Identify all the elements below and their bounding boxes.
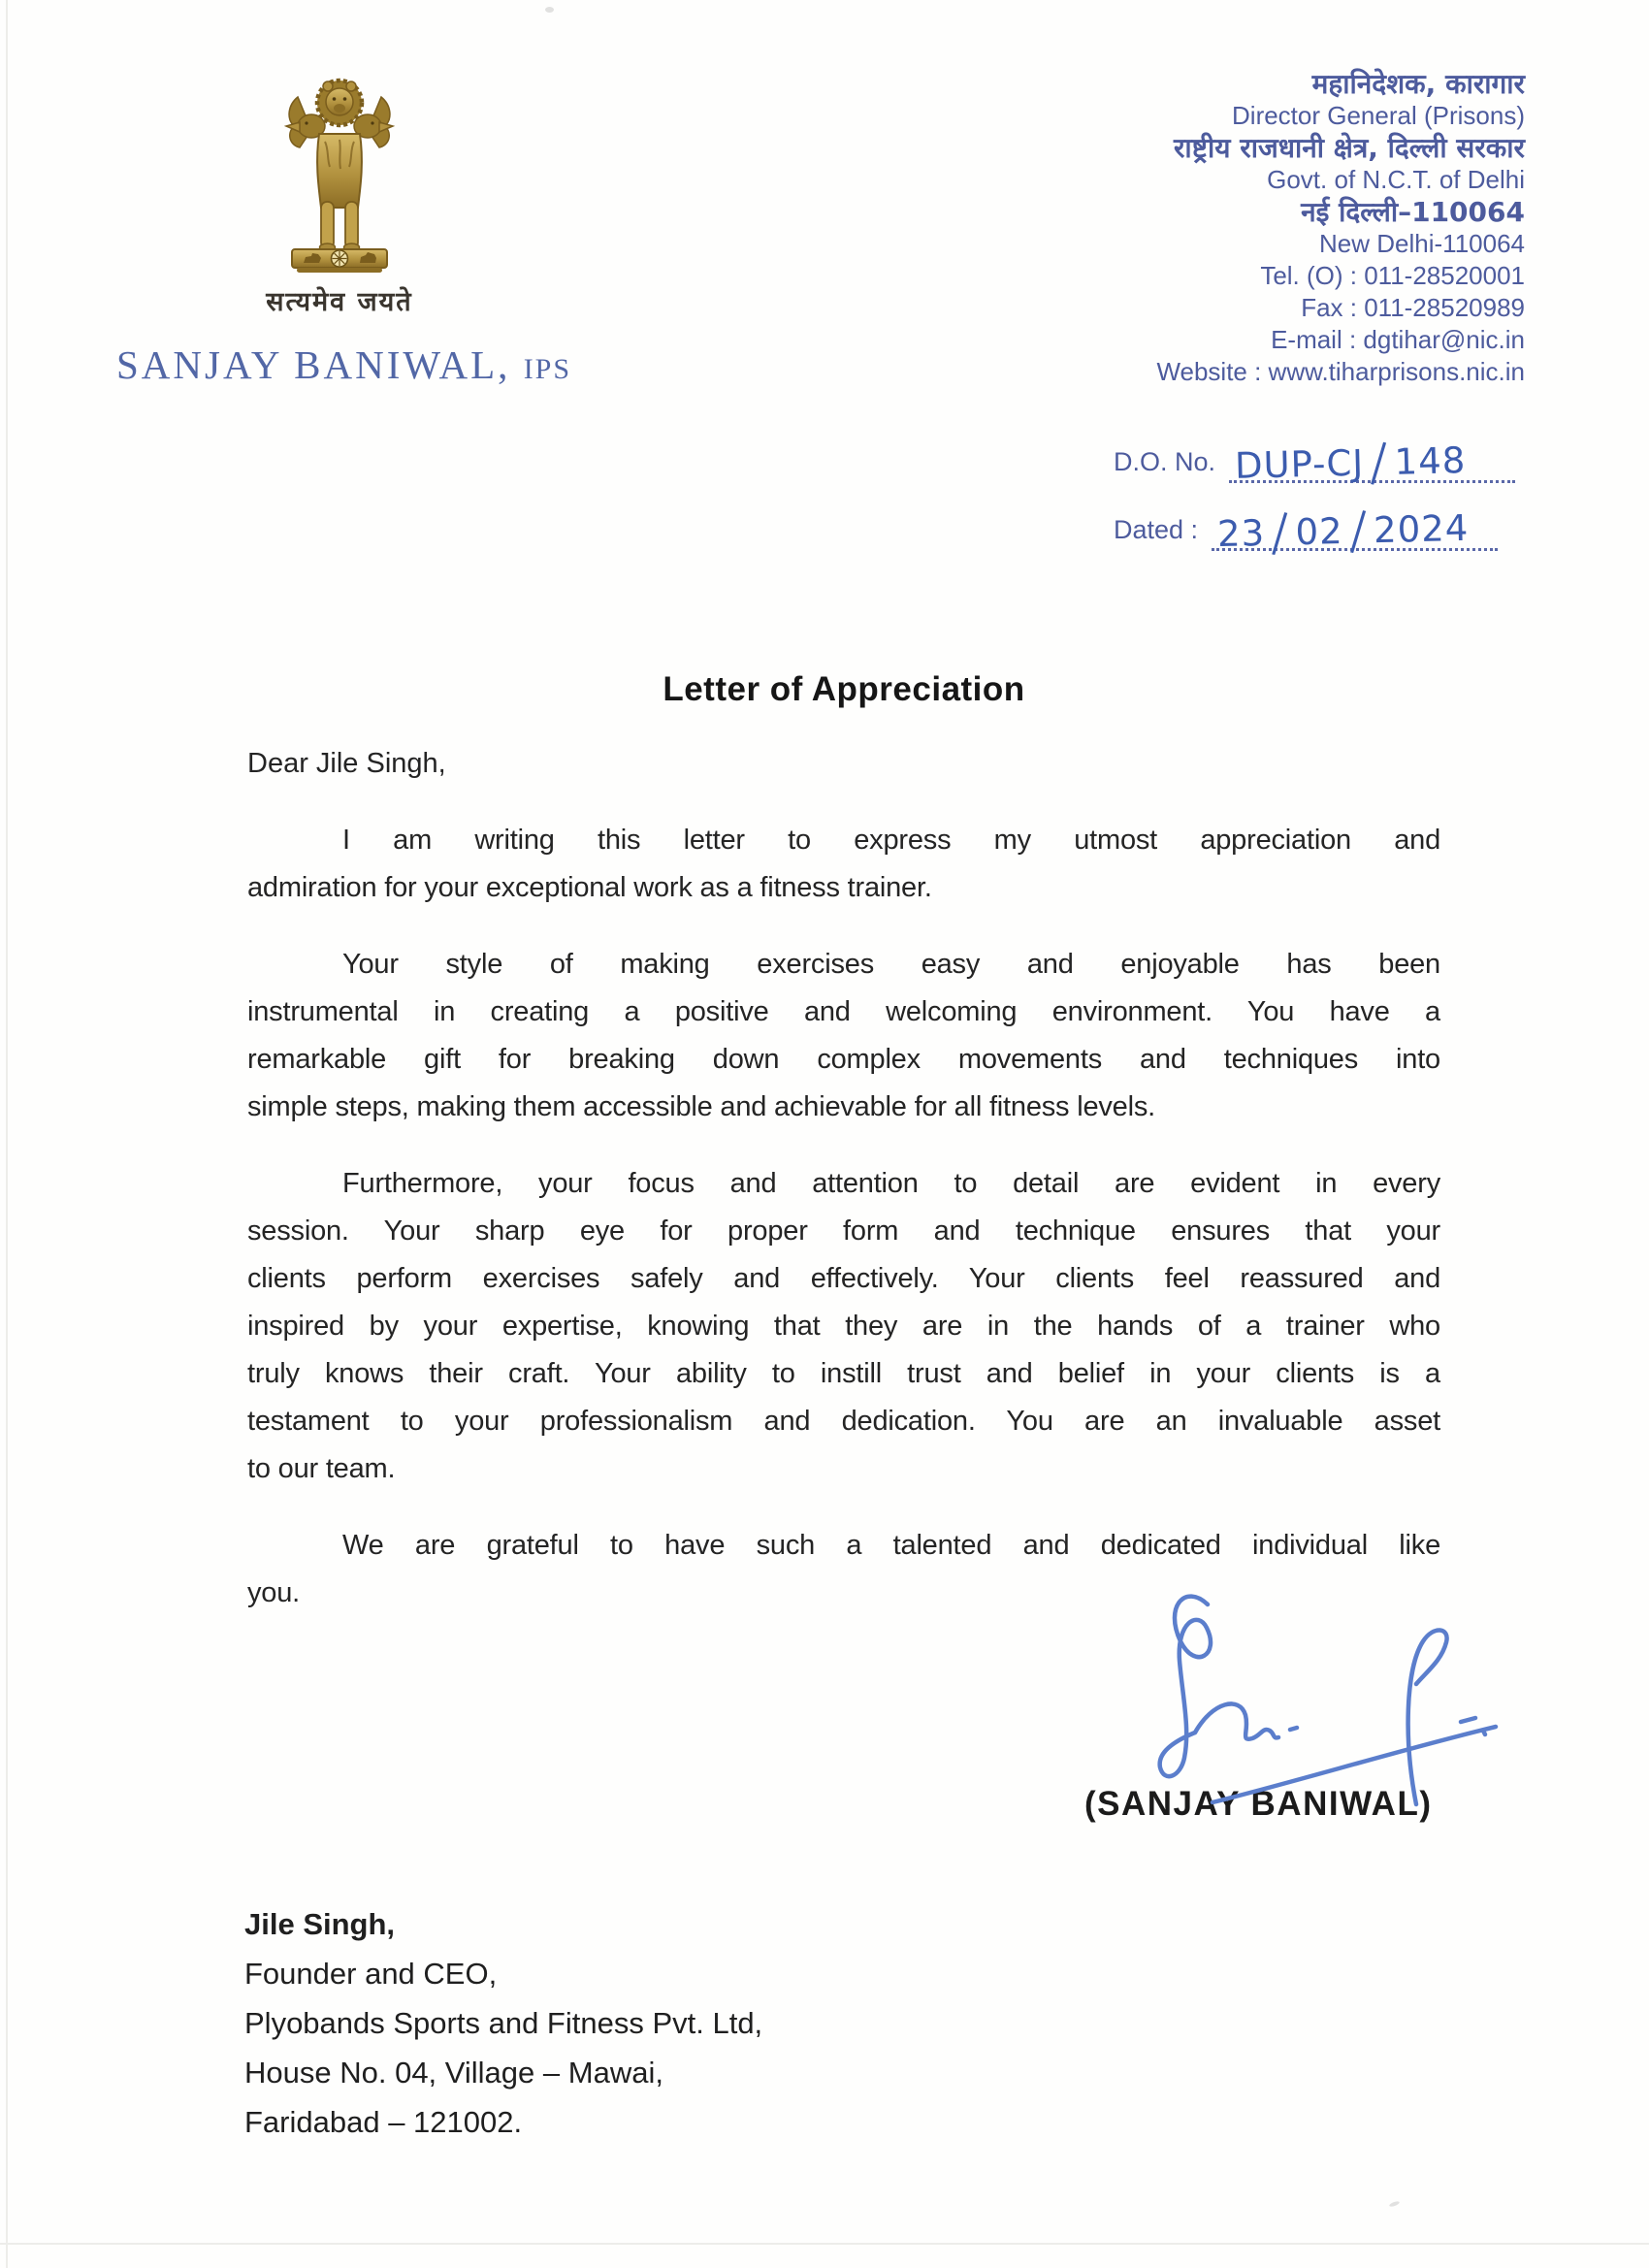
- letter-body: [247, 669, 1440, 1617]
- recipient-address: House No. 04, Village – Mawai,: [244, 2056, 663, 2090]
- office-title-hindi: महानिदेशक, कारागार: [1311, 68, 1525, 100]
- govt-english: Govt. of N.C.T. of Delhi: [1267, 165, 1525, 194]
- scan-speck: [545, 7, 554, 13]
- dated-line: [1212, 498, 1498, 566]
- office-title-english: Director General (Prisons): [1232, 101, 1525, 130]
- fax: Fax : 011-28520989: [1301, 293, 1525, 322]
- govt-hindi: राष्ट्रीय राजधानी क्षेत्र, दिल्ली सरकार: [1173, 132, 1525, 164]
- paragraph-4: [247, 1522, 1440, 1617]
- officer-suffix: IPS: [523, 353, 572, 385]
- letter-line: clients perform exercises safely and effectively. Your clients feel reassured and: [247, 1263, 1440, 1294]
- scan-edge: [0, 2243, 1649, 2245]
- recipient-block: [244, 1899, 762, 2147]
- letter-line: you.: [247, 1577, 301, 1608]
- emblem-motto: सत्यमेव जयते: [266, 287, 413, 317]
- letter-line: testament to your professionalism and dedication. You are an invaluable asset: [247, 1406, 1440, 1437]
- scan-edge: [6, 0, 8, 2268]
- letterhead-right: [1156, 68, 1525, 388]
- letter-line: inspired by your expertise, knowing that they are in the hands of a trainer who: [247, 1311, 1440, 1342]
- city-hindi: नई दिल्ली–110064: [1301, 196, 1525, 228]
- letter-line: admiration for your exceptional work as a fitness trainer.: [247, 872, 932, 903]
- recipient-company: Plyobands Sports and Fitness Pvt. Ltd,: [244, 2006, 763, 2040]
- recipient-title: Founder and CEO,: [244, 1957, 498, 1991]
- letter-line: simple steps, making them accessible and achievable for all fitness levels.: [247, 1091, 1156, 1122]
- dated-row: [1114, 498, 1515, 566]
- do-number-label: D.O. No.: [1114, 447, 1216, 476]
- national-emblem-icon: [276, 70, 403, 278]
- letter-line: Your style of making exercises easy and enjoyable has been: [342, 949, 1440, 980]
- do-number-row: [1114, 430, 1515, 496]
- recipient-city: Faridabad – 121002.: [244, 2105, 523, 2139]
- letter-line: I am writing this letter to express my utmost appreciation and: [342, 825, 1440, 856]
- dated-label: Dated :: [1114, 515, 1199, 544]
- letter-line: remarkable gift for breaking down complex movements and techniques into: [247, 1044, 1440, 1075]
- salutation: Dear Jile Singh,: [247, 748, 446, 779]
- signatory-name: (SANJAY BANIWAL): [1084, 1785, 1433, 1823]
- paragraph-1: [247, 817, 1440, 912]
- letter-title: Letter of Appreciation: [663, 670, 1025, 708]
- email: E-mail : dgtihar@nic.in: [1271, 325, 1525, 354]
- reference-block: [1114, 430, 1515, 574]
- do-number-handwritten: DUP-CJ / 148: [1234, 430, 1467, 496]
- telephone: Tel. (O) : 011-28520001: [1260, 261, 1525, 290]
- date-handwritten: 23 / 02 / 2024: [1216, 498, 1470, 566]
- letter-line: to our team.: [247, 1453, 396, 1484]
- recipient-name: Jile Singh,: [244, 1907, 396, 1941]
- letter-line: Furthermore, your focus and attention to detail are evident in every: [342, 1168, 1440, 1199]
- do-number-line: [1229, 430, 1515, 496]
- letter-line: session. Your sharp eye for proper form and technique ensures that your: [247, 1215, 1440, 1247]
- paragraph-3: [247, 1160, 1440, 1493]
- paragraph-2: [247, 941, 1440, 1131]
- letter-line: instrumental in creating a positive and welcoming environment. You have a: [247, 996, 1440, 1027]
- scan-speck: [1389, 2200, 1401, 2208]
- letter-line: We are grateful to have such a talented and dedicated individual like: [342, 1530, 1440, 1561]
- letterhead-left: [116, 70, 572, 388]
- website: Website : www.tiharprisons.nic.in: [1156, 357, 1525, 386]
- letter-line: truly knows their craft. Your ability to instill trust and belief in your clients is a: [247, 1358, 1440, 1389]
- officer-name: SANJAY BANIWAL, IPS: [116, 342, 572, 387]
- city-english: New Delhi-110064: [1319, 229, 1525, 258]
